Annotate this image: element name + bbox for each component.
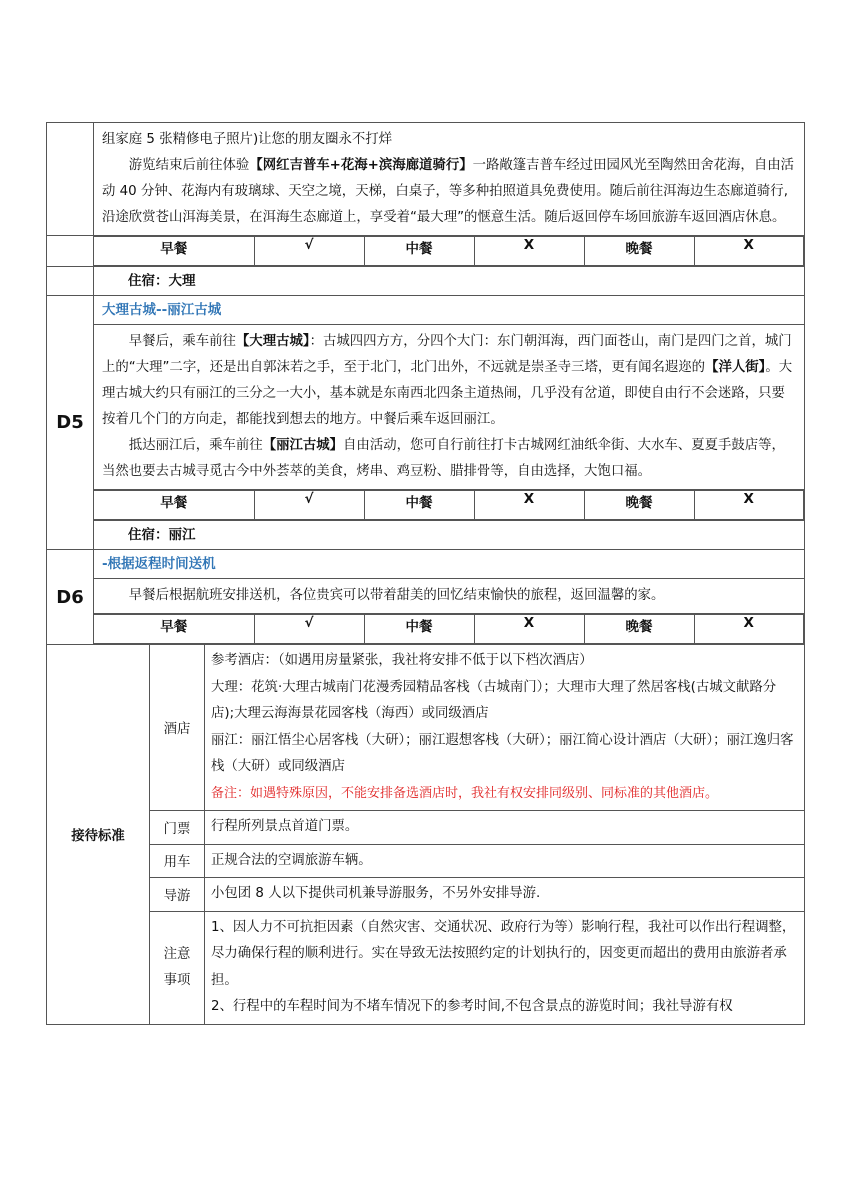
car-text: 正规合法的空调旅游车辆。	[211, 852, 372, 868]
notice-item-2: 2、行程中的车程时间为不堵车情况下的参考时间,不包含景点的游览时间；我社导游有权	[211, 999, 733, 1014]
day-row-d4-tail	[47, 123, 805, 236]
standard-row-notice	[47, 911, 805, 1024]
meal-row-d5	[47, 490, 805, 521]
meal-table	[94, 236, 804, 266]
dinner-label: 晚餐	[584, 491, 694, 520]
meal-row-d6	[47, 614, 805, 645]
hotel-line-lijiang: 丽江：丽江悟尘心居客栈（大研）；丽江遐想客栈（大研）；丽江简心设计酒店（大研）；丽江逸归客栈（大研）或同级酒店	[211, 732, 794, 774]
meal-table	[94, 614, 804, 644]
meal-table	[94, 490, 804, 520]
day-row-d6	[47, 550, 805, 579]
stay-row-d5	[47, 521, 805, 550]
dinner-label: 晚餐	[584, 615, 694, 644]
lunch-value: X	[474, 615, 584, 644]
car-label: 用车	[150, 844, 205, 878]
day-description	[94, 579, 804, 613]
d5-paragraph-1: 早餐后，乘车前往【大理古城】：古城四四方方，分四个大门：东门朝洱海，西门面苍山，南门是四门之首，城门上的“大理”二字，还是出自郭沫若之手，至于北门，北门出外，不远就是崇圣寺三塔，更有闻名遐迩的【洋人街】。大理古城大约只有丽江的三分之一大小，基本就是东南西北四条主道热闹，几乎没有岔道，即使自由行不会迷路，只要按着几个门的方向走，都能找到想去的地方。中餐后乘车返回丽江。	[102, 334, 793, 427]
breakfast-label: 早餐	[94, 237, 254, 266]
hotel-line-1: 参考酒店：（如遇用房量紧张，我社将安排不低于以下档次酒店）	[211, 653, 593, 668]
meal-row-d4	[47, 236, 805, 267]
day-row-d5	[47, 296, 805, 325]
stay-label: 住宿：大理	[128, 273, 196, 289]
dinner-value: X	[694, 615, 804, 644]
lunch-value: X	[474, 491, 584, 520]
d4-paragraph: 游览结束后前往体验【网红吉普车+花海+滨海廊道骑行】一路敞篷吉普车经过田园风光至陶然田舍花海，自由活动 40 分钟、花海内有玻璃球、天空之境，天梯，白桌子，等多种拍照道具免费使用。随后前往洱海边生态廊道骑行,沿途欣赏苍山洱海美景，在洱海生态廊道上，享受着“最大理”的惬意生活。随后返回停车场回旅游车返回酒店休息。	[102, 158, 794, 225]
reception-standards-table	[46, 644, 805, 1025]
guide-label: 导游	[150, 878, 205, 912]
dinner-value: X	[694, 491, 804, 520]
lunch-label: 中餐	[364, 491, 474, 520]
hotel-note: 备注：如遇特殊原因，不能安排备选酒店时，我社有权安排同级别、同标准的其他酒店。	[211, 785, 719, 801]
itinerary-table	[46, 122, 805, 645]
hotel-label: 酒店	[150, 645, 205, 811]
breakfast-label: 早餐	[94, 491, 254, 520]
highlight-lijiang-old-town: 【丽江古城】	[262, 438, 344, 453]
standard-row-ticket	[47, 811, 805, 845]
standard-row-car	[47, 844, 805, 878]
guide-text: 小包团 8 人以下提供司机兼导游服务，不另外安排导游.	[211, 886, 541, 901]
lunch-label: 中餐	[364, 615, 474, 644]
day-cell-empty	[47, 123, 94, 236]
dinner-value: X	[694, 237, 804, 266]
day-title: 大理古城--丽江古城	[102, 302, 222, 318]
standard-row-guide	[47, 878, 805, 912]
breakfast-value: √	[254, 237, 364, 266]
d6-paragraph-1: 早餐后根据航班安排送机，各位贵宾可以带着甜美的回忆结束愉快的旅程，返回温馨的家。	[128, 588, 665, 603]
itinerary-document	[46, 122, 804, 1025]
ticket-label: 门票	[150, 811, 205, 845]
standards-heading: 接待标准	[47, 645, 150, 1025]
day-description	[94, 123, 804, 235]
stay-row-d4	[47, 267, 805, 296]
breakfast-value: √	[254, 615, 364, 644]
lunch-value: X	[474, 237, 584, 266]
d5-paragraph-2: 抵达丽江后，乘车前往【丽江古城】自由活动，您可自行前往打卡古城网红油纸伞街、大水车、夏夏手鼓店等，当然也要去古城寻觅古今中外荟萃的美食，烤串、鸡豆粉、腊排骨等，自由选择，大饱口福。	[102, 438, 785, 479]
lunch-label: 中餐	[364, 237, 474, 266]
notice-item-1: 1、因人力不可抗拒因素（自然灾害、交通状况、政府行为等）影响行程，我社可以作出行程调整，尽力确保行程的顺利进行。实在导致无法按照约定的计划执行的，因变更而超出的费用由旅游者承担。	[211, 919, 796, 988]
hotel-details	[205, 645, 804, 810]
breakfast-label: 早餐	[94, 615, 254, 644]
d4-line1: 组家庭 5 张精修电子照片)让您的朋友圈永不打烊	[102, 132, 393, 147]
breakfast-value: √	[254, 491, 364, 520]
highlight-foreigner-street: 【洋人街】	[705, 360, 766, 375]
day-description	[94, 325, 804, 489]
notice-label: 注意 事项	[150, 911, 205, 1024]
day-title: -根据返程时间送机	[102, 556, 216, 572]
day-label-d5: D5	[47, 296, 94, 550]
day-label-d6: D6	[47, 550, 94, 645]
notice-details	[205, 912, 804, 1024]
dinner-label: 晚餐	[584, 237, 694, 266]
standard-row-hotel	[47, 645, 805, 811]
hotel-line-dali: 大理：花筑·大理古城南门花漫秀园精品客栈（古城南门）；大理市大理了然居客栈(古城文献路分店);大理云海海景花园客栈（海西）或同级酒店	[211, 679, 777, 721]
ticket-text: 行程所列景点首道门票。	[211, 819, 359, 834]
stay-label: 住宿：丽江	[128, 527, 196, 543]
d4-highlight: 【网红吉普车+花海+滨海廊道骑行】	[249, 158, 473, 173]
highlight-dali-old-town: 【大理古城】	[235, 334, 310, 349]
